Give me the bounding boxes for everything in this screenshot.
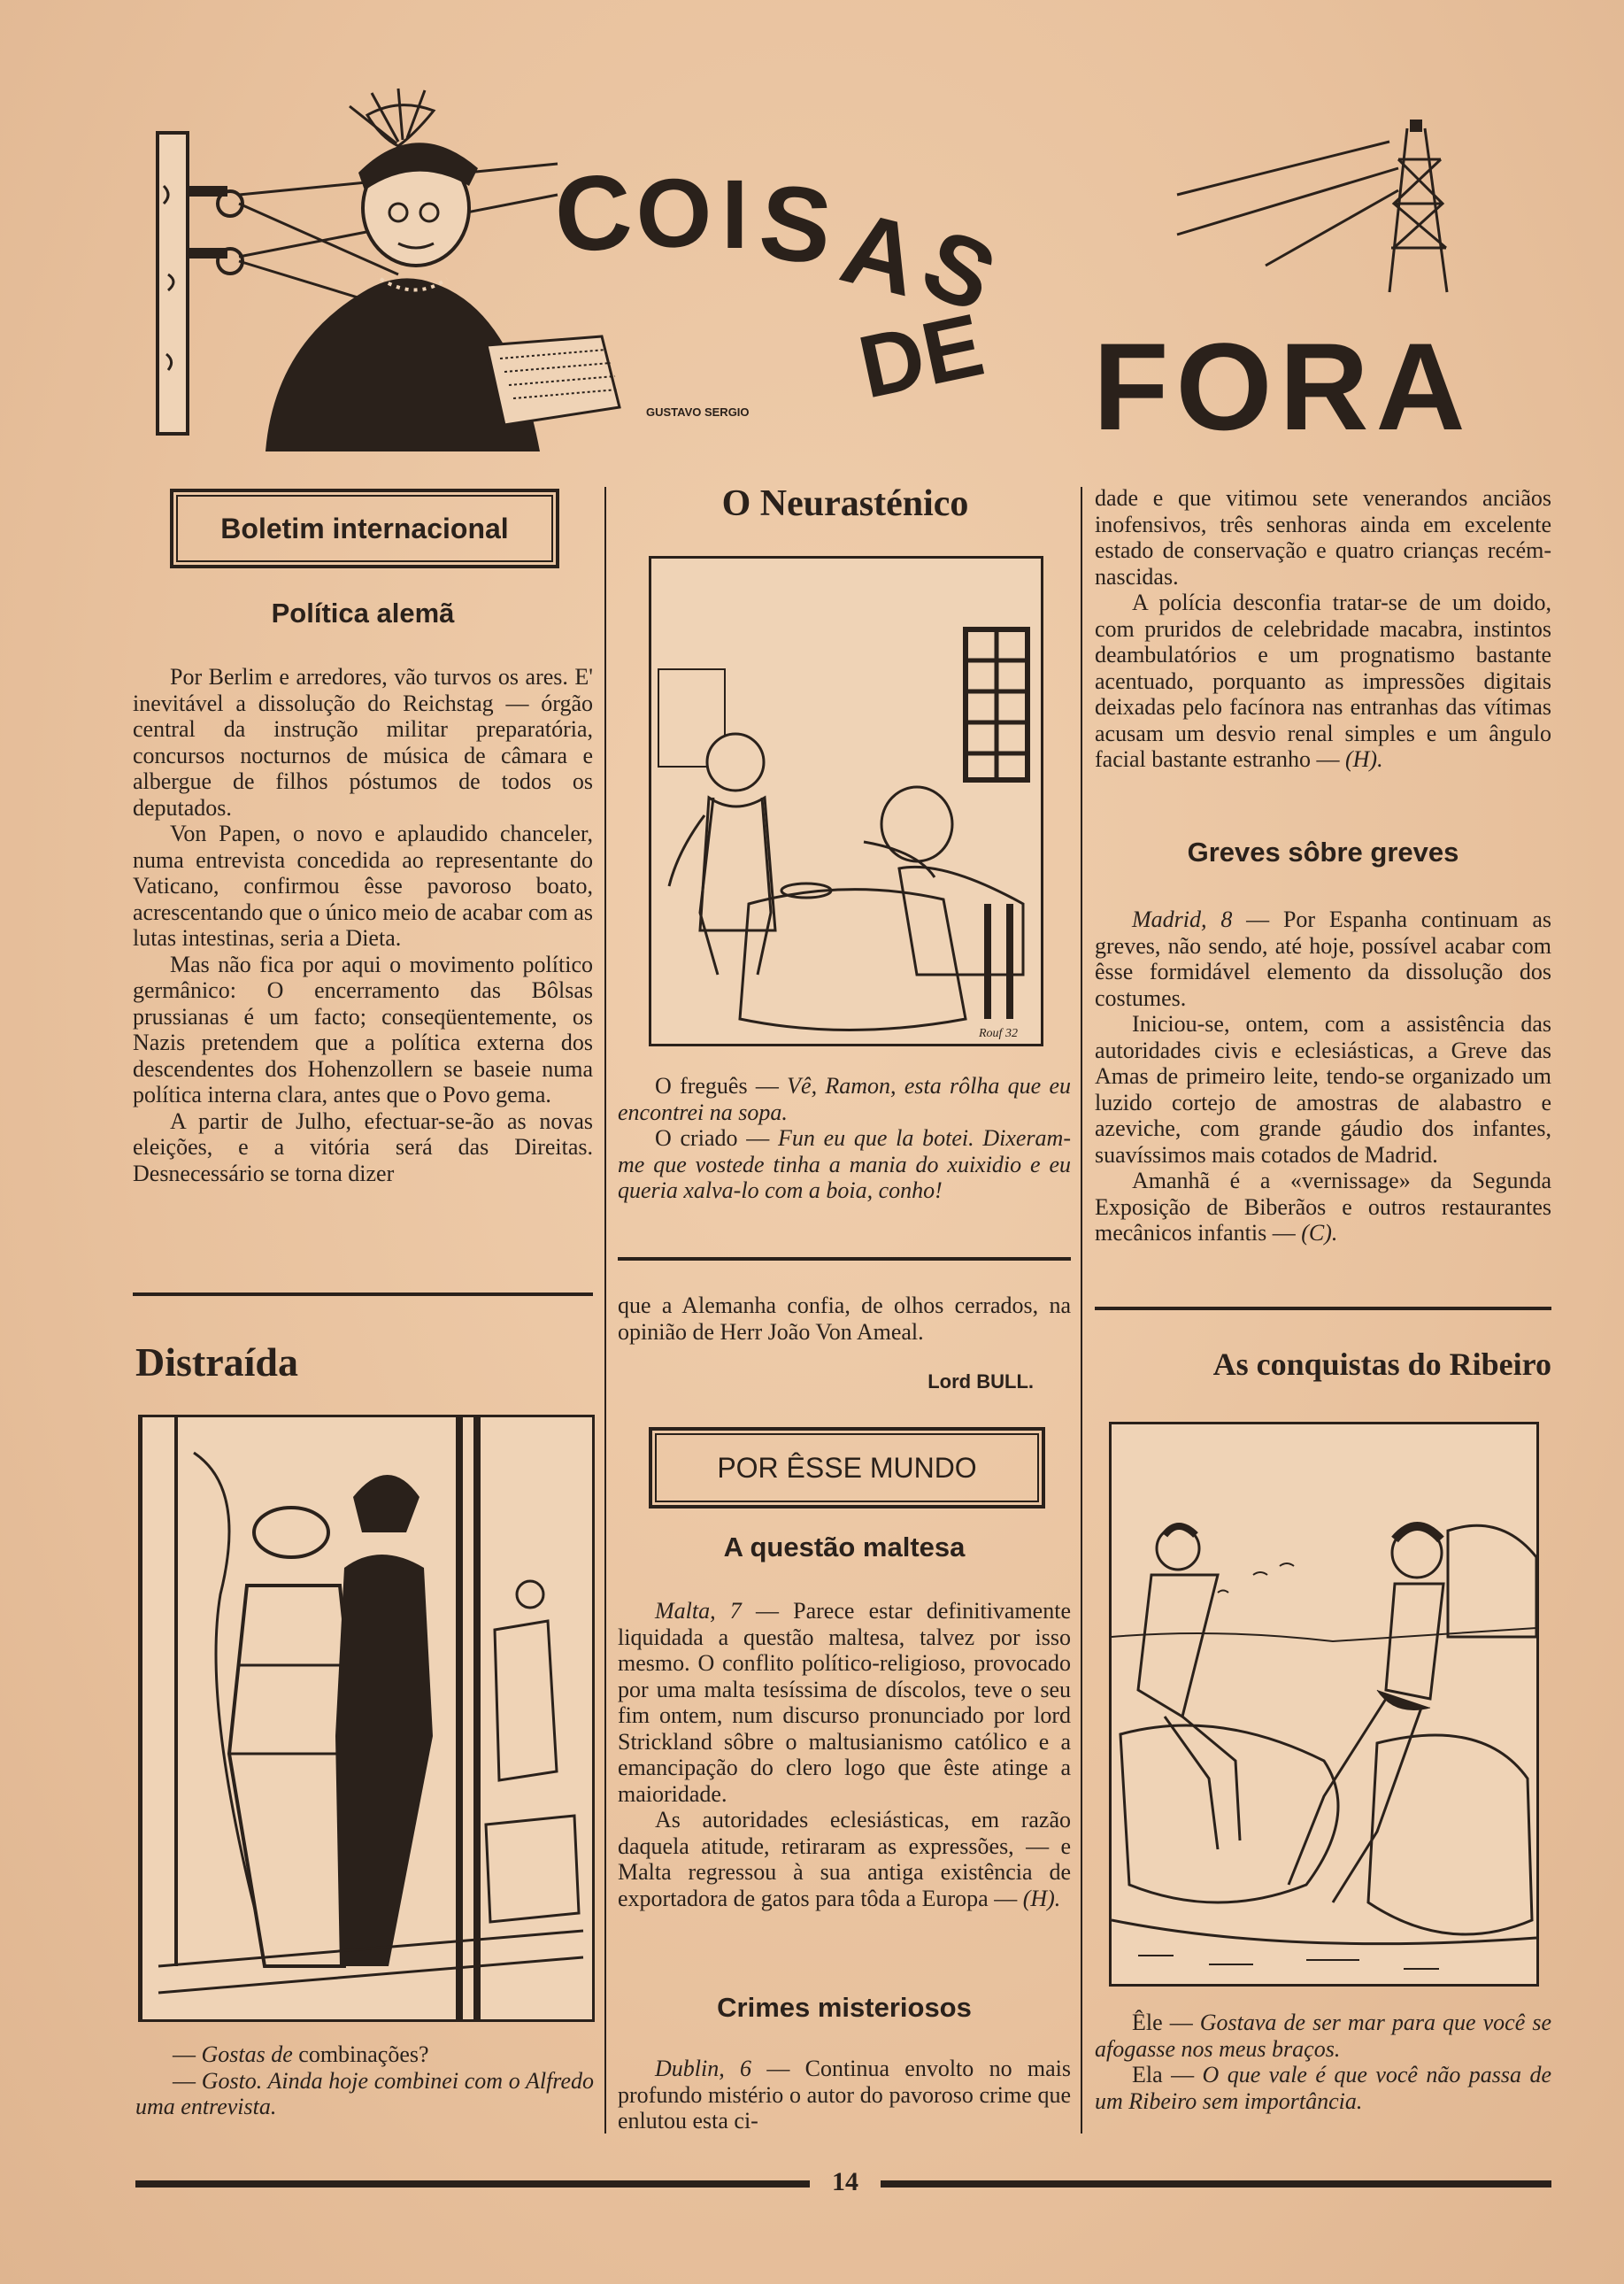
footer-rule-left <box>135 2180 810 2188</box>
greves-article <box>1095 907 1551 1246</box>
article-paragraph: As autoridades eclesiásticas, em razão daquela atitude, retiraram as expressões, — e Malta regressou à sua antiga existência de exportadora de gatos para tôda a Europa — (H). <box>618 1807 1071 1911</box>
article-paragraph: dade e que vitimou sete venerandos anciãos inofensivos, três senhoras ainda em excelente estado de conservação e quatro crianças recém-nascidas. <box>1095 485 1551 590</box>
caption-line: Ela — O que vale é que você não passa de um Ribeiro sem importância. <box>1095 2062 1551 2114</box>
beach-scene-illustration <box>1112 1424 1536 1984</box>
article-paragraph: Von Papen, o novo e aplaudido chanceler, numa entrevista concedida ao representante do Vaticano, confirmou êsse pavoroso boato, acrescentando que o único meio de acabar com as lutas intestinas, seria a Dieta. <box>133 821 593 951</box>
restaurant-scene-illustration <box>651 559 1041 1044</box>
politica-alema-article <box>133 664 593 1186</box>
svg-text:I: I <box>721 160 749 269</box>
ribeiro-cartoon <box>1109 1422 1539 1987</box>
questao-maltesa-article <box>618 1598 1071 1911</box>
divider-col2 <box>618 1257 1071 1261</box>
ribeiro-title: As conquistas do Ribeiro <box>1212 1346 1551 1382</box>
article-paragraph: Por Berlim e arredores, vão turvos os ares. E' inevitável a dissolução do Reichstag — órgão central da instrução militar preparatória, concursos nocturnos de música de câmara e albergue de filhos póstumos de todos os deputados. <box>133 664 593 821</box>
article-paragraph: Malta, 7 — Parece estar definitivamente liquidada a questão maltesa, talvez por isso mesmo. O conflito político-religioso, provocado por uma malta tesíssima de díscolos, teve o seu fim ontem, num discurso pronunciado por lord Strickland sôbre o maltusianismo católico e a emancipação do clero logo que êste atinge a maioridade. <box>618 1598 1071 1807</box>
article-paragraph: Madrid, 8 — Por Espanha continuam as greves, não sendo, até hoje, possível acabar com êsse formidável elemento da dissolução dos costumes. <box>1095 907 1552 1011</box>
page-number: 14 <box>832 2167 858 2196</box>
svg-text:DE: DE <box>850 295 992 418</box>
lord-bull-signature: Lord BULL. <box>927 1370 1034 1393</box>
ribeiro-caption <box>1095 2010 1551 2114</box>
cartoon-title: O Neurasténico <box>721 483 969 524</box>
crimes-misteriosos-heading: Crimes misteriosos <box>717 1992 972 2023</box>
svg-text:A: A <box>830 190 930 319</box>
masthead <box>133 80 1549 451</box>
questao-maltesa-heading: A questão maltesa <box>723 1532 966 1563</box>
article-paragraph: Dublin, 6 — Continua envolto no mais profundo mistério o autor do pavoroso crime que enlutou esta ci- <box>618 2056 1072 2134</box>
footer-rule-right <box>881 2180 1551 2188</box>
column-rule-2 <box>1081 487 1082 2134</box>
distraida-caption <box>135 2041 594 2120</box>
article-paragraph: A partir de Julho, efectuar-se-ão as novas eleições, e a vitória será das Direitas. Desnecessário se torna dizer <box>133 1107 593 1186</box>
article-paragraph: Amanhã é a «vernissage» da Segunda Exposição de Biberãos e outros restaurantes mecânicos infantis — (C). <box>1095 1168 1551 1246</box>
neurastenico-cartoon <box>649 556 1043 1046</box>
caption-line: O freguês — Vê, Ramon, esta rôlha que eu encontrei na sopa. <box>618 1073 1072 1125</box>
svg-text:S: S <box>754 161 837 288</box>
caption-line: — Gostas de combinações? <box>173 2041 429 2067</box>
article-paragraph: A polícia desconfia tratar-se de um doido, com pruridos de celebridade macabra, instintos deambulatórios e um prognatismo bastante acentuado, porquanto as impressões digitais deixadas pelo facínora nas entranhas das vítimas acusam um desvio renal simples e um ângulo facial bastante estranho — (H). <box>1095 590 1551 772</box>
shop-window-illustration <box>141 1417 592 2019</box>
masthead-illustration <box>133 80 1549 451</box>
svg-text:S: S <box>907 207 1012 334</box>
caption-line: — Gosto. Ainda hoje combinei com o Alfredo uma entrevista. <box>135 2067 594 2119</box>
politica-continuation: que a Alemanha confia, de olhos cerrados, na opinião de Herr João Von Ameal. <box>618 1292 1071 1345</box>
caption-line: O criado — Fun eu que la botei. Dixeram-me que vostede tinha a mania do xuixidio e eu queria xalva-lo com a boia, conho! <box>618 1125 1071 1203</box>
artist-signature: GUSTAVO SERGIO <box>646 405 750 419</box>
por-esse-mundo-box: POR ÊSSE MUNDO <box>649 1427 1045 1509</box>
caption-line: Êle — Gostava de ser mar para que você se afogasse nos meus braços. <box>1095 2010 1551 2062</box>
svg-text:FORA: FORA <box>1093 317 1473 451</box>
distraida-cartoon <box>138 1415 595 2022</box>
article-paragraph: Iniciou-se, ontem, com a assistência das autoridades civis e eclesiásticas, a Greve das Amas de primeiro leite, tendo-se organizado um luzido cortejo de amostras de alabastro e azeviche, com grande gáudio dos infantes, suavíssimos mais cotados de Madrid. <box>1095 1011 1551 1168</box>
divider-col3 <box>1095 1307 1551 1310</box>
svg-text:C: C <box>550 151 636 275</box>
politica-alema-heading: Política alemã <box>271 598 455 629</box>
svg-text:O: O <box>634 158 714 269</box>
cartoon-caption <box>618 1073 1071 1204</box>
boletim-internacional-box: Boletim internacional <box>170 489 559 568</box>
crimes-misteriosos-article <box>618 2056 1071 2134</box>
distraida-title: Distraída <box>135 1339 298 1385</box>
greves-heading: Greves sôbre greves <box>1187 837 1459 868</box>
column-rule-1 <box>604 487 606 2134</box>
divider-col1 <box>133 1292 593 1296</box>
cartoon-signature: Rouf 32 <box>979 1027 1018 1040</box>
article-paragraph: Mas não fica por aqui o movimento político germânico: O encerramento das Bôlsas prussianas é um facto; conseqüentemente, os Nazis pretendem que a política externa dos descendentes dos Hohenzollern se baseie numa política interna clara, antes que o Povo gema. <box>133 951 593 1107</box>
crime-article-continuation <box>1095 485 1551 773</box>
